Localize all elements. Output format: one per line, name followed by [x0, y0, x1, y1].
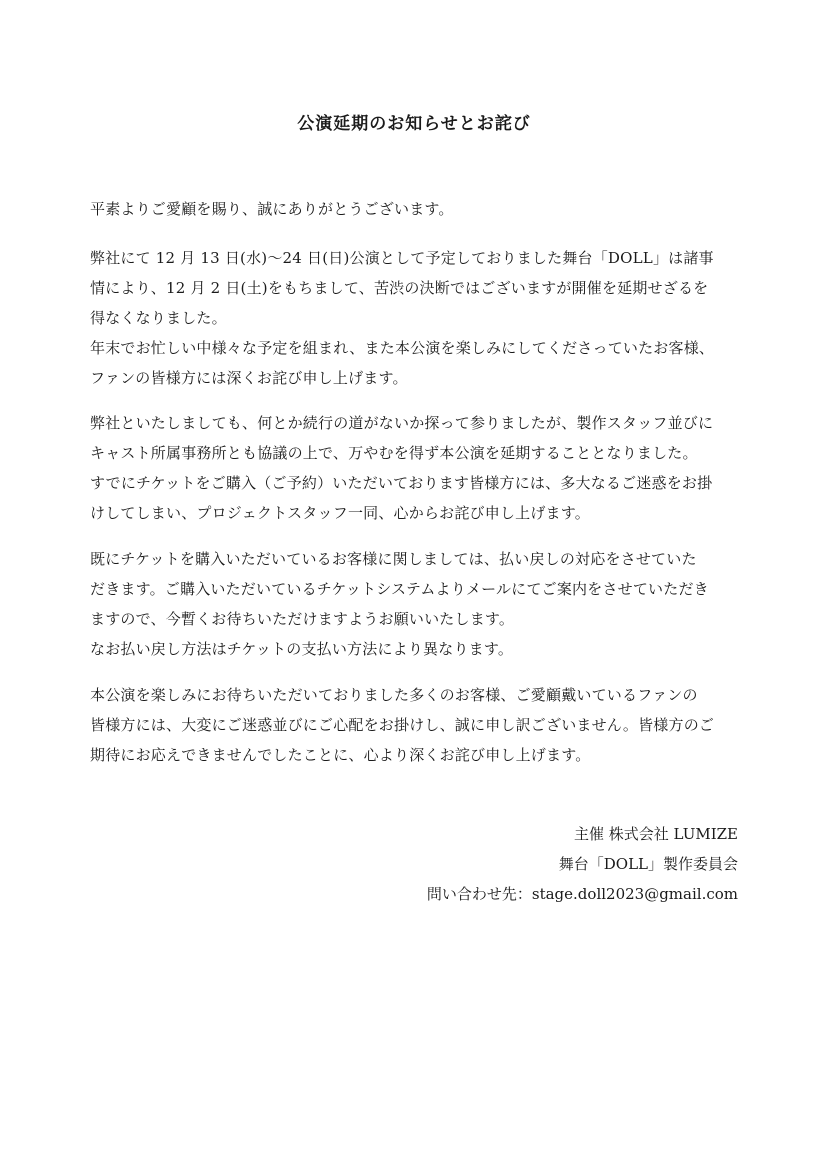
paragraph-line: キャスト所属事務所とも協議の上で、万やむを得ず本公演を延期することとなりました。: [90, 444, 698, 462]
refund-paragraph: [90, 544, 746, 664]
paragraph-line: 本公演を楽しみにお待ちいただいておりました多くのお客様、ご愛顧戴いているファンの: [90, 686, 698, 704]
paragraph-line: 得なくなりました。: [90, 309, 227, 327]
paragraph-line: 年末でお忙しい中様々な予定を組まれ、また本公演を楽しみにしてくださっていたお客様、: [90, 339, 715, 357]
postponement-paragraph: [90, 243, 746, 393]
greeting-paragraph: [90, 194, 746, 224]
signature-block: [338, 819, 738, 909]
paragraph-line: 皆様方には、大変にご迷惑並びにご心配をお掛けし、誠に申し訳ございません。皆様方のご: [90, 716, 715, 734]
paragraph-line: 既にチケットを購入いただいているお客様に関しましては、払い戻しの対応をさせていた: [90, 550, 697, 568]
paragraph-line: 期待にお応えできませんでしたことに、心より深くお詫び申し上げます。: [90, 746, 591, 764]
paragraph-line: ますので、今暫くお待ちいただけますようお願いいたします。: [90, 610, 515, 628]
paragraph-line: だきます。ご購入いただいているチケットシステムよりメールにてご案内をさせていただき: [90, 580, 709, 598]
page-title: 公演延期のお知らせとお詫び: [297, 114, 531, 134]
paragraph-line: 弊社といたしましても、何とか続行の道がないか探って参りましたが、製作スタッフ並びに: [90, 414, 714, 432]
paragraph-line: なお払い戻し方法はチケットの支払い方法により異なります。: [90, 640, 514, 658]
paragraph-line: すでにチケットをご購入（ご予約）いただいております皆様方には、多大なるご迷惑をお掛: [90, 474, 713, 492]
committee-line: 舞台「DOLL」製作委員会: [558, 855, 738, 873]
organizer-line: 主催 株式会社 LUMIZE: [574, 825, 738, 843]
contact-line: 問い合わせ先：stage.doll2023@gmail.com: [426, 885, 738, 903]
paragraph-line: 情により、12 月 2 日(土)をもちまして、苦渋の決断ではございますが開催を延期せざるを: [90, 279, 709, 297]
apology-paragraph: [90, 408, 746, 528]
paragraph-line: 弊社にて 12 月 13 日(水)〜24 日(日)公演として予定しておりました舞台「DOLL」は諸事: [90, 249, 714, 267]
closing-paragraph: [90, 680, 746, 770]
paragraph-line: ファンの皆様方には深くお詫び申し上げます。: [90, 369, 408, 387]
greeting-line: 平素よりご愛顧を賜り、誠にありがとうございます。: [90, 200, 454, 218]
paragraph-line: けしてしまい、プロジェクトスタッフ一同、心からお詫び申し上げます。: [90, 504, 590, 522]
